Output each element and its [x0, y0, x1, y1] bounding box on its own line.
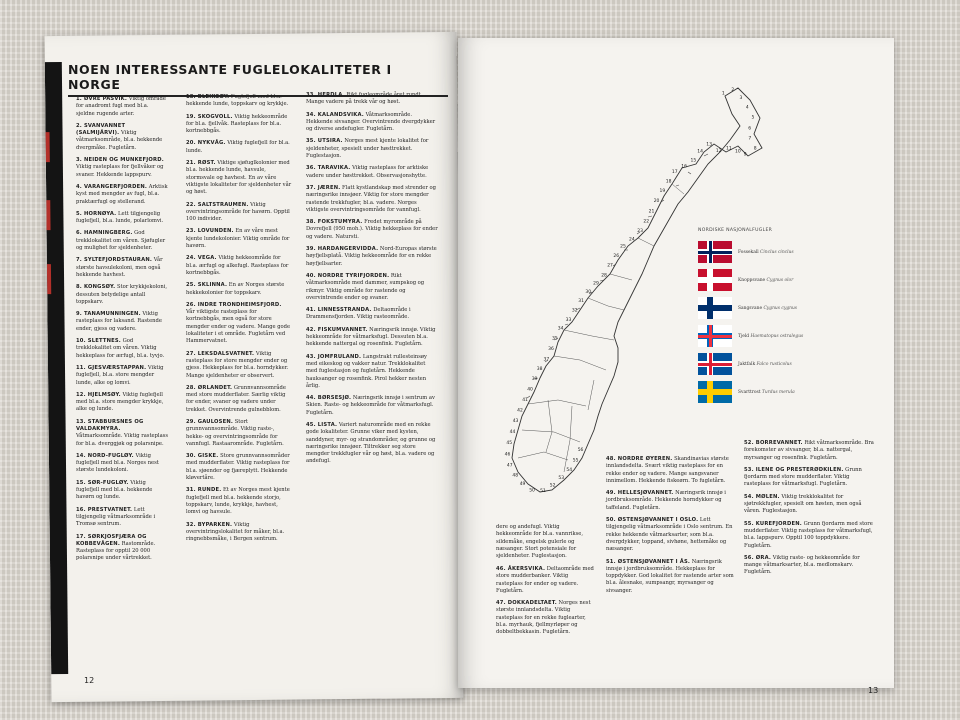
- site-description: Rikt fugleområde året rundt. Mange vadere på trekk vår og høst.: [306, 92, 423, 106]
- legend-item: [698, 294, 858, 322]
- site-heading: 34. KALANDSVIKA.: [306, 111, 364, 118]
- site-entry: [76, 365, 168, 387]
- site-description: Store grunnvannsområder med mudderflater. Viktig rasteplass for bl.a. sjøender og fjæreplytt. Hekkende kløvertåre.: [186, 453, 290, 482]
- site-entry: [76, 507, 168, 529]
- site-entry: [76, 480, 168, 502]
- site-description: Grunnvannsområde med store mudderflater. Særlig viktig for ender, svaner og vadere under trekket. Overvintrende gulnebblom.: [186, 384, 286, 413]
- legend-item: [698, 266, 858, 294]
- page-title: NOEN INTERESSANTE FUGLELOKALITETER I NORGE: [68, 62, 448, 97]
- right-column-1: [496, 566, 596, 642]
- site-entry: [744, 494, 876, 516]
- legend-label: [738, 306, 797, 311]
- bird-name: Fossekall: [738, 249, 761, 255]
- map-site-number: 54: [566, 467, 573, 473]
- site-heading: 39. HARDANGERVIDDA.: [306, 246, 379, 253]
- site-entry: [606, 517, 734, 553]
- site-description: Deltaområde i Drammensfjorden. Viktig rasteområde.: [306, 307, 411, 321]
- site-heading: 33. HERDLA.: [306, 92, 345, 98]
- site-heading: 26. INDRE TRONDHEIMSFJORD.: [186, 301, 282, 308]
- map-site-number: 40: [527, 387, 533, 393]
- map-site-number: 9: [743, 152, 747, 158]
- site-description: Våtmarksområde. Hekkende sivsanger. Overvintrende dvergdykker og diverse andefugler. Fugletårn.: [306, 111, 436, 133]
- site-entry: [186, 487, 292, 516]
- flag-icon: [698, 241, 732, 263]
- site-entry: [186, 351, 292, 380]
- map-site-number: 26: [613, 253, 620, 259]
- map-site-number: 25: [620, 244, 626, 250]
- site-entry: [306, 307, 438, 322]
- site-description: Viktig rasteplass for arktiske vadere under høsttrekket. Observasjonshytte.: [306, 165, 429, 179]
- site-entry: [306, 92, 438, 107]
- site-heading: 36. TARAVIKA.: [306, 165, 351, 172]
- latin-name: Cygnus olor: [766, 277, 794, 283]
- site-description: Viktig område for anadromt fugl med bl.a. sjeldne rugende arter.: [76, 96, 166, 117]
- site-entry: [186, 302, 292, 346]
- site-entry: [306, 219, 438, 241]
- map-site-number: 2: [731, 87, 735, 93]
- map-site-number: 38: [536, 366, 543, 372]
- site-entry: [606, 559, 734, 595]
- site-description: Stort grunnvannsområde. Viktig raste-, hekke- og overvintringsområde for vannfugl. Rastaarområde. Fugletårn.: [186, 418, 284, 447]
- site-heading: 16. PRESTVATNET.: [76, 506, 133, 513]
- site-heading: 55. KUREFJORDEN.: [744, 520, 802, 527]
- site-description: Fredet myrområde på Dovrefjell (950 moh.). Viktig hekkeplass for ender og vadere. Natursti.: [306, 219, 438, 240]
- county-borders: [518, 184, 684, 472]
- site-entry: [186, 522, 292, 544]
- site-heading: 45. LISTA.: [306, 421, 338, 428]
- map-site-number: 17: [671, 169, 678, 175]
- bird-name: Tjeld: [738, 333, 751, 339]
- site-entry: [496, 600, 596, 636]
- map-site-number: 8: [753, 146, 757, 152]
- site-entry: [496, 566, 596, 595]
- site-description: En av Norges største hekkekolonier for toppskarv.: [186, 282, 285, 296]
- map-site-number: 11: [726, 146, 732, 152]
- map-site-number: 6: [748, 126, 752, 132]
- site-description: Næringsrik innsjø i jordbruksområde. Hekkeplass for toppdykker. God lokalitet for rastende arter som bl.a. ålesnake, sumpsangr, myrsanger og sivsanger.: [606, 558, 734, 594]
- site-description: Viktig fuglefjell for bl.a. lunde.: [186, 140, 290, 154]
- map-site-number: 10: [735, 149, 741, 155]
- text-column-2: [186, 94, 292, 548]
- site-entry: [76, 534, 168, 563]
- map-site-number: 29: [593, 281, 599, 287]
- map-site-number: 23: [637, 229, 644, 235]
- site-heading: 24. VEGA.: [186, 255, 217, 262]
- site-entry: [76, 419, 168, 448]
- site-entry: [186, 419, 292, 448]
- latin-name: Cygnus cygnus: [763, 305, 798, 311]
- site-heading: 32. BYPARKEN.: [186, 521, 233, 528]
- site-heading: 40. NORDRE TYRIFJORDEN.: [306, 272, 390, 279]
- site-heading: 27. LEKSDALSVATNET.: [186, 350, 255, 357]
- site-description: Viktig trekklokalitet for sjøtrekkfugler, spesielt om høsten, men også våren. Fuglestasjon.: [744, 493, 862, 515]
- site-description: Næringsrik innsjø i jordbruksområde. Hekkende horndykker og taffeland. Fugletårn.: [606, 490, 726, 511]
- site-entry: [186, 140, 292, 155]
- site-description: Lett tilgjengelig fuglefjell, bl.a. lunde, polarlomvi.: [76, 210, 164, 225]
- map-site-number: 44: [509, 430, 516, 435]
- map-site-number: 16: [681, 164, 688, 170]
- map-site-number: 20: [653, 199, 660, 205]
- site-description: Rikt våtmarksområde. Bra forekomster av sivsanger, bl.a. nattergal, myrsanger og rosenfink. Fugletårn.: [744, 440, 874, 461]
- map-site-number: 36: [548, 347, 554, 353]
- flag-icon: [698, 269, 732, 291]
- site-heading: 47. DOKKADELTAET.: [496, 600, 557, 607]
- site-entry: [306, 165, 438, 180]
- site-description: Arktisk kyst med mengder av fugl, bl.a. praktærfugl og stellerand.: [76, 183, 168, 205]
- site-entry: [306, 112, 438, 134]
- site-entry: [306, 354, 438, 390]
- site-heading: 15. SØR-FUGLØY.: [76, 479, 129, 486]
- site-heading: 43. JOMFRULAND.: [306, 353, 362, 360]
- site-heading: 12. HJELMSØY.: [76, 391, 121, 398]
- site-entry: [76, 230, 168, 252]
- site-description: Rikt våtmarksområde med dammer, sumpskog og rikmyr. Viktig område for rastende og overvintrende ender og svaner.: [306, 272, 425, 301]
- site-description: Viktige sjøfuglkolonier med bl.a. hekkende lunde, havsule, stormsvale og havhest. En av våre viktigste lokaliteter for sjeldenheter vår og høst.: [186, 160, 292, 196]
- legend-label: [738, 390, 795, 395]
- right-column-2: [606, 456, 734, 600]
- site-heading: 2. SVANVANNET (SALMIJÄRVI).: [76, 122, 126, 137]
- map-site-number: 31: [578, 299, 585, 304]
- site-description: Langstrakt rullesteinsøy med eikeskog og vakker natur. Trekklokalitet med fuglestasjon og fugletårn. Hekkende hauksanger og rosenfink. Pirol hekker nesten årlig.: [306, 353, 427, 389]
- site-description: Viktig hekkeområde for bl.a. ærfugl og alkefugl. Rasteplass for kortnebbgås.: [186, 255, 289, 276]
- site-entry: [306, 327, 438, 349]
- map-site-number: 21: [648, 209, 655, 215]
- site-description: Et av Norges mest kjente fuglefjell med bl.a. hekkende storjo, toppskarv, lunde, krykkje, havhest, lomvi og havsule.: [186, 487, 290, 516]
- continued-text: dere og andefugl. Viktig hekkeområde for bl.a. vannrikse, sildemåke, engelsk gulerle og næsanger. Stort potensiale for sjeldenheter. Fuglestasjon.: [496, 524, 583, 560]
- map-site-number: 51: [540, 489, 546, 495]
- site-description: Våtmarksområde. Viktig rasteplass for bl.a. dverggjøk og polarsnipe.: [76, 433, 169, 447]
- site-entry: [186, 385, 292, 414]
- site-description: Lett tilgjengelig våtmarksområde i Oslo sentrum. En rekke hekkende våtmarksarter, som bl.a. dvergdykker, toppand, sivhøne, hettemåke og næsanger.: [606, 517, 733, 553]
- map-site-number: 13: [706, 142, 713, 148]
- site-entry: [606, 456, 734, 485]
- site-heading: 21. RØST.: [186, 160, 216, 167]
- site-description: Næringsrik innsjø i sentrum av Skien. Raste- og hekkeområde for våtmarksfugl. Fugletårn.: [306, 395, 435, 416]
- site-description: En av våre mest kjente lundekolonier. Viktig område for havørn.: [186, 228, 290, 250]
- map-site-number: 39: [531, 377, 538, 383]
- flag-icon: [698, 325, 732, 347]
- site-entry: [186, 228, 292, 250]
- site-heading: 52. BORREVANNET.: [744, 440, 803, 446]
- map-site-number: 34: [557, 326, 564, 332]
- site-entry: [186, 255, 292, 277]
- map-site-number: 55: [572, 458, 579, 464]
- site-description: Viktig fuglefjell, bl.a. store mengder lunde, alke og lomvi.: [76, 364, 164, 386]
- site-description: God trekklokalitet om våren. Sjøfugler og mulighet for sjeldenheter.: [76, 230, 166, 252]
- map-site-number: 49: [519, 482, 526, 488]
- legend-item: [698, 238, 858, 266]
- site-entry: [76, 96, 168, 118]
- map-site-number: 37: [543, 357, 550, 363]
- legend-item: [698, 378, 858, 406]
- site-heading: 11. GJESVÆRSTAPPAN.: [76, 364, 147, 371]
- map-site-number: 43: [512, 419, 519, 424]
- map-site-number: 4: [745, 105, 749, 111]
- site-heading: 23. LOVUNDEN.: [186, 228, 234, 235]
- map-site-number: 48: [512, 473, 519, 479]
- legend-label: [738, 362, 792, 367]
- map-site-number: 50: [529, 488, 535, 494]
- site-description: Variert naturområde med en rekke gode lokaliteter. Grunne viker med kysten, sanddyner, myr- og strandområder, og grunne og næringsrike innsjøer. Tiltrekker seg store mengder trekkfugler vår og høst, bl.a. vadere og andefugl.: [306, 421, 436, 465]
- site-entry: [744, 440, 876, 462]
- site-entry: [76, 311, 168, 333]
- site-description: Lett tilgjengelig våtmarksområde i Tromsø sentrum.: [76, 506, 156, 528]
- site-heading: 31. RUNDE.: [186, 487, 222, 494]
- latin-name: Turdus merula: [761, 389, 795, 395]
- map-site-number: 22: [643, 219, 650, 225]
- site-heading: 56. ØRA.: [744, 554, 772, 561]
- bird-name: Knoppsvane: [738, 277, 767, 283]
- site-description: Viktig raste- og hekkeområde for mange våtmarksarter, bl.a. medlomskarv. Fugletårn.: [744, 554, 860, 576]
- map-site-number: 18: [665, 179, 672, 185]
- site-heading: 9. TANAMUNNINGEN.: [76, 311, 141, 318]
- site-heading: 17. SØRKJOSFJÆRA OG KOBBEVÅGEN.: [76, 533, 147, 547]
- site-heading: 30. GISKE.: [186, 453, 219, 460]
- site-heading: 22. SALTSTRAUMEN.: [186, 201, 249, 208]
- site-heading: 50. ØSTENSJØVANNET I OSLO.: [606, 517, 699, 524]
- site-description: Viktig fuglefjell med bl.a. hekkende havørn og lunde.: [76, 479, 153, 501]
- map-site-number: 52: [549, 483, 556, 489]
- site-description: Næringsrik innsjø. Viktig hekkeområde for våtmarksfugl. Dessuten bl.a. hekkende nattergal og rosenfink. Fugletårn.: [306, 326, 436, 348]
- site-entry: [306, 138, 438, 160]
- site-heading: 48. NORDRE ØYEREN.: [606, 456, 673, 462]
- map-site-number: 56: [577, 447, 584, 453]
- site-entry: [306, 185, 438, 214]
- site-entry: [306, 395, 438, 417]
- site-description: God trekklokalitet om våren. Viktig hekkeplass for ærfugl, bl.a. tyvjo.: [76, 338, 165, 359]
- map-site-number: 46: [504, 452, 511, 458]
- legend-item: [698, 322, 858, 350]
- site-description: Norges mest kjente lokalitet for sjeldenheter, spesielt under høsttrekket. Fuglestasjon.: [306, 138, 429, 160]
- site-description: Viktig hekkeområde for bl.a. fjellvåk. Rasteplass for bl.a. kortnebbgås.: [186, 113, 288, 135]
- site-description: Skandinavias største innlandsdelta. Svært viktig rasteplass for en rekke ender og vadere. Mange sangsvaner innimellom. Hekkende fiskeørn. To fugletårn.: [606, 456, 729, 484]
- site-heading: 44. BØRSESJØ.: [306, 395, 352, 402]
- site-entry: [76, 392, 168, 414]
- red-tab-marker: [47, 264, 51, 294]
- map-site-number: 53: [558, 476, 565, 482]
- map-site-number: 19: [659, 189, 666, 195]
- site-entry: [76, 123, 168, 152]
- site-description: Viktig rasteplass for fjellvåker og svaner. Hekkende lappspurv.: [76, 164, 164, 178]
- site-heading: 41. LINNESSTRANDA.: [306, 307, 372, 314]
- map-site-number: 12: [715, 149, 722, 155]
- map-site-number: 27: [607, 263, 613, 269]
- site-heading: 7. SYLTEFJORDSTAURAN.: [76, 257, 153, 264]
- site-description: Viktig overvintringslokalitet for måker, bl.a. ringnebbsmåke, i Bergen sentrum.: [186, 521, 285, 543]
- site-heading: 25. SKLINNA.: [186, 282, 228, 289]
- site-entry: [76, 257, 168, 279]
- map-site-number: 7: [748, 136, 752, 142]
- bird-name: Jaktfalk: [738, 361, 757, 367]
- map-site-number: 28: [601, 273, 607, 279]
- map-site-number: 5: [751, 115, 755, 121]
- map-site-number: 15: [690, 158, 697, 164]
- legend-label: [738, 334, 803, 339]
- site-description: Viktig fuglefjell med bl.a. Norges nest største lundekoloni.: [76, 452, 159, 474]
- site-entry: [186, 202, 292, 224]
- latin-name: Haematopus ostralegus: [750, 333, 804, 339]
- site-entry: [76, 211, 168, 226]
- site-entry: [76, 184, 168, 206]
- map-site-number: 3: [739, 96, 743, 101]
- site-heading: 51. ØSTENSJØVANNET I ÅS.: [606, 558, 691, 565]
- site-heading: 13. STABBURSNES OG VALDAKMYRA.: [76, 418, 144, 432]
- legend-title: NORDISKE NASJONALFUGLER: [698, 228, 773, 233]
- site-description: Viktig våtmarksområde, bl.a. hekkende dvergmåke. Fugletårn.: [76, 130, 163, 151]
- site-heading: 49. HELLESJØVANNET.: [606, 490, 674, 497]
- site-description: Nord-Europas største høyfjellsplatå. Viktig hekkeområde for en rekke høyfjellsarter.: [306, 246, 437, 267]
- site-entry: [186, 453, 292, 482]
- site-heading: 37. JÆREN.: [306, 184, 341, 191]
- site-heading: 35. UTSIRA.: [306, 138, 343, 145]
- site-description: Norges nest største innlandsdelta. Viktig rasteplass for en rekke fuglearter, bl.a. myrhauk, fjellmyrløper og dobbeltbekkasin. Fugletårn.: [496, 600, 591, 636]
- latin-name: Cinclus cinclus: [760, 249, 794, 255]
- site-entry: [744, 521, 876, 550]
- map-site-number: 24: [629, 237, 635, 243]
- red-tab-marker: [46, 200, 50, 230]
- site-description: Vår største havsulekoloni, men også hekkende havhest.: [76, 257, 163, 278]
- red-tab-marker: [46, 132, 50, 162]
- flag-icon: [698, 297, 732, 319]
- site-heading: 8. KONGSØY.: [76, 284, 116, 291]
- map-site-number: 14: [697, 149, 704, 155]
- national-birds-legend: [698, 228, 858, 406]
- site-heading: 29. GAULOSEN.: [186, 418, 234, 425]
- site-entry: [76, 284, 168, 306]
- site-entry: [306, 273, 438, 302]
- text-column-1: [76, 96, 168, 568]
- page-number-right: 13: [868, 686, 879, 695]
- site-description: Viktig fuglefjell med bl.a. store mengder krykkje, alke og lunde.: [76, 391, 164, 413]
- bird-name: Svarttrost: [738, 389, 762, 395]
- site-entry: [306, 246, 438, 268]
- site-entry: [186, 94, 292, 109]
- site-entry: [186, 114, 292, 136]
- site-entry: [306, 422, 438, 466]
- site-heading: 53. ILENE OG PRESTERØDKILEN.: [744, 466, 844, 473]
- site-heading: 14. NORD-FUGLØY.: [76, 452, 134, 459]
- site-description: Grunn fjordarm med store mudderflater. Viktig rasteplass for våtmarksfugl. Fugletårn.: [744, 466, 862, 488]
- map-site-number: 30: [585, 290, 592, 295]
- site-description: Viktig rasteplass for laksand. Rastende ender, gjess og vadere.: [76, 311, 162, 332]
- site-description: Vår viktigste rasteplass for kortnebbgås, men også for store mengder ender og vadere. Mange gode lokaliteter i et område. Fugletårn ved Hammervatnet.: [186, 309, 291, 345]
- legend-label: [738, 250, 794, 255]
- flag-icon: [698, 381, 732, 403]
- site-description: Stor krykkjekoloni, dessuten betydelige antall toppskarv.: [76, 284, 168, 305]
- legend-label: [738, 278, 793, 283]
- site-heading: 3. NEIDEN OG MUNKEFJORD.: [76, 157, 164, 164]
- site-description: Fuglefjell med bl.a. hekkende lunde, toppskarv og krykkje.: [186, 94, 289, 108]
- site-description: Grunn fjordarm med store mudderflater. Viktig rasteplass for våtmarksfugl, bl.a. lappspurv. Opptil 100 toppdykkere. Fugletårn.: [744, 520, 873, 549]
- site-entry: [186, 160, 292, 196]
- site-description: Viktig overvintringsområde for havørn. Opptil 100 individer.: [186, 201, 290, 223]
- site-heading: 10. SLETTNES.: [76, 338, 121, 345]
- site-heading: 19. SKOGVOLL.: [186, 113, 233, 120]
- map-site-number: 35: [552, 336, 558, 342]
- text-column-3: [306, 92, 438, 471]
- site-entry: [76, 157, 168, 179]
- site-description: Viktig rasteplass for store mengder ender og gjess. Hekkeplass for bl.a. horndykker. Mange sjeldenheter er observert.: [186, 350, 289, 379]
- site-heading: 42. FISKUMVANNET.: [306, 326, 368, 333]
- site-entry: [606, 490, 734, 512]
- site-entry: [744, 555, 876, 577]
- site-heading: 18. BLEIKSØY.: [186, 94, 230, 100]
- map-site-number: 33: [565, 318, 572, 324]
- flag-icon: [698, 353, 732, 375]
- map-site-number: 42: [517, 408, 523, 414]
- site-heading: 4. VARANGERFJORDEN.: [76, 183, 148, 190]
- legend-item: [698, 350, 858, 378]
- map-site-number: 47: [506, 463, 513, 469]
- site-heading: 20. NYKVÅG.: [186, 140, 226, 147]
- site-entry: [76, 453, 168, 475]
- site-heading: 6. HAMNINGBERG.: [76, 230, 133, 237]
- map-site-number: 41: [522, 398, 528, 404]
- map-site-number: 45: [506, 441, 513, 447]
- site-description: Rastområde. Rasteplass for opptil 20 000 polarsnipe under vårtrekket.: [76, 540, 156, 562]
- site-heading: 1. ØVRE PASVIK.: [76, 96, 128, 102]
- site-heading: 5. HORNØYA.: [76, 210, 117, 217]
- right-column-3: [744, 440, 876, 582]
- latin-name: Falco rusticolus: [756, 361, 792, 367]
- site-entry: [186, 282, 292, 297]
- site-heading: 46. ÅKERSVIKA.: [496, 566, 546, 572]
- site-entry: [76, 338, 168, 360]
- site-heading: 28. ØRLANDET.: [186, 384, 233, 391]
- bird-name: Sangsvane: [738, 305, 764, 311]
- page-number-left: 12: [84, 676, 95, 685]
- map-site-number: 32: [571, 308, 578, 314]
- site-description: Flatt kystlandskap med strender og næringsrike innsjøer. Viktig for store mengder rastende trekkfugler, bl.a. vadere. Norges viktigste overvintringsområde for vannfugl.: [306, 184, 436, 213]
- site-heading: 38. FOKSTUMYRA.: [306, 219, 363, 226]
- map-site-number: 1: [721, 91, 725, 97]
- site-entry: [744, 467, 876, 489]
- site-description: Deltaområde med store mudderbanker. Viktig rasteplass for ender og vadere. Fugletårn.: [496, 566, 594, 594]
- site-heading: 54. MØLEN.: [744, 493, 780, 500]
